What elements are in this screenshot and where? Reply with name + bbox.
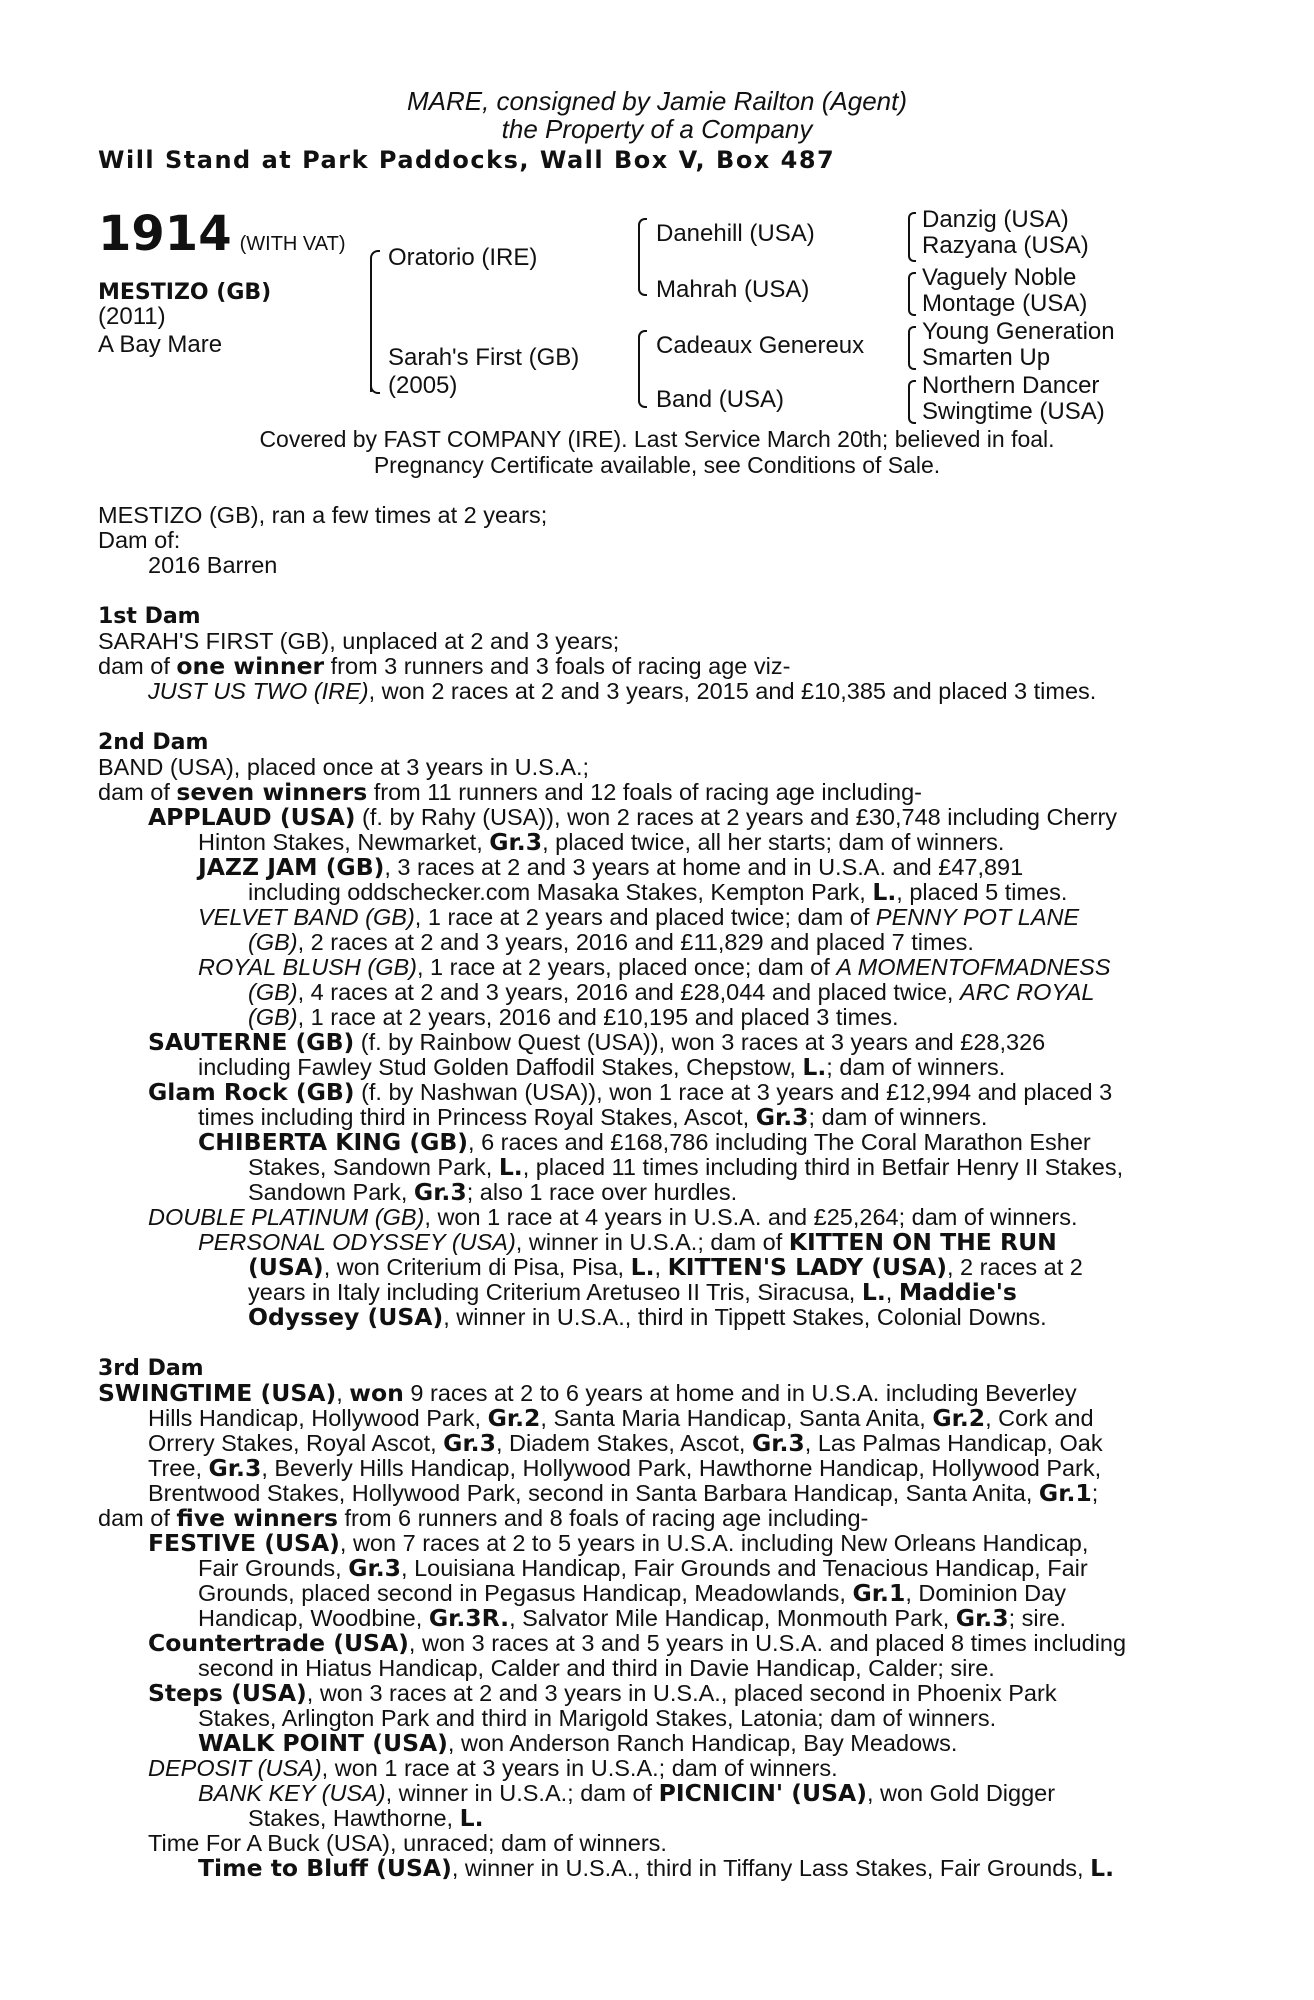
- covered-line: Covered by FAST COMPANY (IRE). Last Service March 20th; believed in foal.: [259, 426, 1055, 452]
- ssd: Razyana (USA): [922, 232, 1089, 259]
- time-to-bluff: Time to Bluff (USA), winner in U.S.A., third in Tiffany Lass Stakes, Fair Grounds, L.: [198, 1854, 1115, 1882]
- sire: Oratorio (IRE): [388, 244, 538, 271]
- festive: FESTIVE (USA), won 7 races at 2 to 5 years in U.S.A. including New Orleans Handicap,: [148, 1529, 1089, 1557]
- velvet-band: VELVET BAND (GB), 1 race at 2 years and placed twice; dam of PENNY POT LANE: [198, 904, 1080, 930]
- intro-2016: 2016 Barren: [148, 552, 278, 578]
- consignor-line: MARE, consigned by Jamie Railton (Agent): [406, 86, 907, 116]
- first-dam-heading: 1st Dam: [98, 604, 201, 629]
- sire-dam: Mahrah (USA): [656, 276, 810, 303]
- dds: Northern Dancer: [922, 372, 1100, 399]
- horse-description: A Bay Mare: [98, 331, 223, 358]
- vat-label: (WITH VAT): [239, 233, 346, 255]
- third-dam-produce: dam of five winners from 6 runners and 8 foals of racing age including-: [98, 1504, 869, 1532]
- swingtime: SWINGTIME (USA), won 9 races at 2 to 6 years at home and in U.S.A. including Beverley: [98, 1379, 1077, 1407]
- foaling-year: (2011): [98, 303, 166, 330]
- lot-number: 1914 (WITH VAT): [98, 206, 346, 262]
- jazz-jam: JAZZ JAM (GB), 3 races at 2 and 3 years at home and in U.S.A. and £47,891: [198, 853, 1024, 881]
- deposit: DEPOSIT (USA), won 1 race at 3 years in U.S.A.; dam of winners.: [148, 1755, 838, 1781]
- first-dam-line: SARAH'S FIRST (GB), unplaced at 2 and 3 years;: [98, 628, 620, 654]
- dam-year: (2005): [388, 372, 458, 399]
- chiberta-king: CHIBERTA KING (GB), 6 races and £168,786 including The Coral Marathon Esher: [198, 1128, 1091, 1156]
- bank-key: BANK KEY (USA), winner in U.S.A.; dam of PICNICIN' (USA), won Gold Digger: [198, 1779, 1056, 1807]
- pregnancy-line: Pregnancy Certificate available, see Conditions of Sale.: [373, 452, 941, 478]
- glam-rock: Glam Rock (GB) (f. by Nashwan (USA)), won 1 race at 3 years and £12,994 and placed 3: [148, 1078, 1113, 1106]
- dam-dam: Band (USA): [656, 386, 785, 413]
- second-dam-heading: 2nd Dam: [98, 730, 209, 755]
- intro-dam-of: Dam of:: [98, 527, 181, 553]
- applaud: APPLAUD (USA) (f. by Rahy (USA)), won 2 races at 2 years and £30,748 including Cherry: [148, 803, 1118, 831]
- horse-name: MESTIZO (GB): [98, 280, 272, 305]
- sss: Danzig (USA): [922, 206, 1069, 233]
- sdd: Montage (USA): [922, 290, 1088, 317]
- royal-blush: ROYAL BLUSH (GB), 1 race at 2 years, placed once; dam of A MOMENTOFMADNESS: [198, 954, 1111, 980]
- sds: Vaguely Noble: [922, 264, 1077, 291]
- third-dam-heading: 3rd Dam: [98, 1356, 204, 1381]
- countertrade: Countertrade (USA), won 3 races at 3 and 5 years in U.S.A. and placed 8 times including: [148, 1629, 1127, 1657]
- double-platinum: DOUBLE PLATINUM (GB), won 1 race at 4 years in U.S.A. and £25,264; dam of winners.: [148, 1204, 1078, 1230]
- dam: Sarah's First (GB): [388, 344, 580, 371]
- ddd: Swingtime (USA): [922, 398, 1105, 425]
- intro-line: MESTIZO (GB), ran a few times at 2 years;: [98, 502, 548, 528]
- property-line: the Property of a Company: [501, 114, 813, 144]
- dam-sire: Cadeaux Genereux: [656, 332, 865, 359]
- walk-point: WALK POINT (USA), won Anderson Ranch Handicap, Bay Meadows.: [198, 1729, 958, 1757]
- dss: Young Generation: [922, 318, 1115, 345]
- sire-sire: Danehill (USA): [656, 220, 815, 247]
- sauterne: SAUTERNE (GB) (f. by Rainbow Quest (USA)), won 3 races at 3 years and £28,326: [148, 1028, 1046, 1056]
- time-for-a-buck: Time For A Buck (USA), unraced; dam of winners.: [148, 1830, 667, 1856]
- second-dam-line: BAND (USA), placed once at 3 years in U.S.A.;: [98, 754, 590, 780]
- second-dam-produce: dam of seven winners from 11 runners and 12 foals of racing age including-: [98, 778, 922, 806]
- dsd: Smarten Up: [922, 344, 1051, 371]
- stand-location: Will Stand at Park Paddocks, Wall Box V, Box 487: [98, 146, 836, 174]
- just-us-two: JUST US TWO (IRE), won 2 races at 2 and 3 years, 2015 and £10,385 and placed 3 times.: [148, 678, 1097, 704]
- steps: Steps (USA), won 3 races at 2 and 3 years in U.S.A., placed second in Phoenix Park: [148, 1679, 1057, 1707]
- first-dam-produce: dam of one winner from 3 runners and 3 foals of racing age viz-: [98, 652, 791, 680]
- personal-odyssey: PERSONAL ODYSSEY (USA), winner in U.S.A.; dam of KITTEN ON THE RUN: [198, 1228, 1057, 1256]
